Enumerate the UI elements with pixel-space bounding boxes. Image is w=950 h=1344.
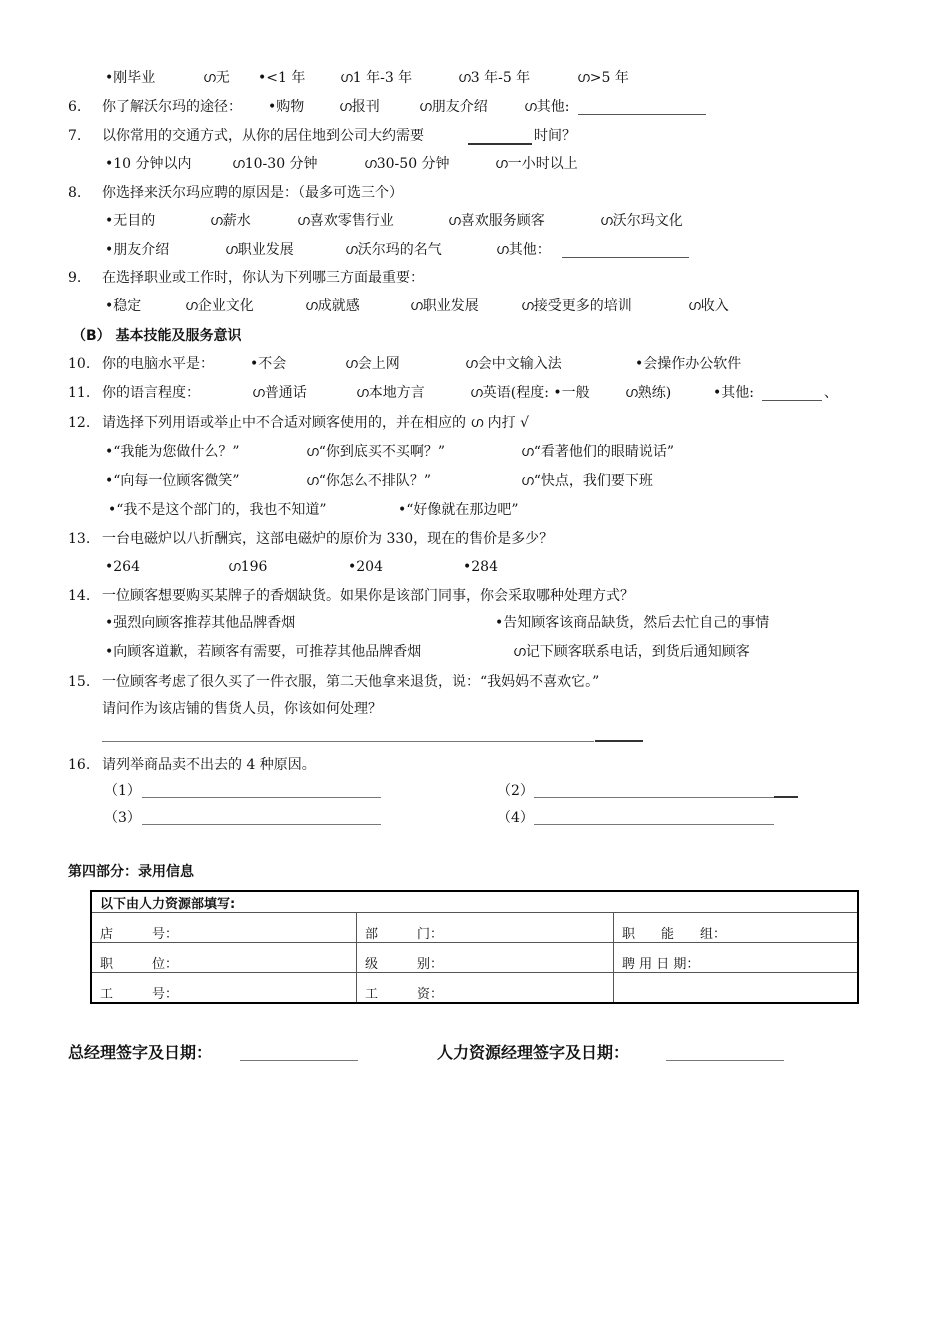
- q12-option-8[interactable]: •“好像就在那边吧”: [398, 502, 519, 518]
- q7-question-a: 以你常用的交通方式，从你的居住地到公司大约需要: [102, 128, 424, 144]
- q12-option-6[interactable]: ഗ“快点，我们要下班: [521, 473, 653, 489]
- q13-number: 13.: [68, 531, 91, 547]
- q6-option-4[interactable]: ഗ其他:: [524, 99, 570, 115]
- table-row: [91, 973, 858, 1004]
- q10-option-2[interactable]: ഗ会上网: [345, 356, 400, 372]
- q12-option-3[interactable]: ഗ“看著他们的眼睛说话”: [521, 444, 675, 460]
- q9-number: 9.: [68, 270, 82, 286]
- q5-option-3[interactable]: •<1 年: [258, 70, 306, 86]
- part4-title: 第四部分：录用信息: [68, 864, 194, 880]
- q12-option-4[interactable]: •“向每一位顾客微笑”: [105, 473, 240, 489]
- q14-option-1[interactable]: •强烈向顾客推荐其他品牌香烟: [105, 615, 296, 631]
- table-row: [91, 913, 858, 943]
- q14-option-4[interactable]: ഗ记下顾客联系电话，到货后通知顾客: [513, 644, 750, 660]
- q16-question: 请列举商品卖不出去的 4 种原因。: [102, 757, 316, 773]
- q10-option-3[interactable]: ഗ会中文输入法: [465, 356, 562, 372]
- q16-label-2: （2）: [497, 783, 534, 799]
- empty-cell: [614, 973, 859, 1004]
- q16-answer-line-1[interactable]: [142, 797, 381, 798]
- q12-option-2[interactable]: ഗ“你到底买不买啊？”: [306, 444, 446, 460]
- q9-option-3[interactable]: ഗ成就感: [305, 298, 360, 314]
- q9-option-2[interactable]: ഗ企业文化: [185, 298, 254, 314]
- q8-option-7[interactable]: ഗ职业发展: [225, 242, 294, 258]
- q11-question: 你的语言程度：: [102, 385, 200, 401]
- q8-option-5[interactable]: ഗ沃尔玛文化: [600, 213, 683, 229]
- gm-signature-line[interactable]: [240, 1060, 358, 1061]
- q11-tail: 、: [824, 385, 838, 401]
- q6-option-1[interactable]: •购物: [268, 99, 305, 115]
- q14-option-2[interactable]: •告知顾客该商品缺货，然后去忙自己的事情: [495, 615, 770, 631]
- q11-option-2[interactable]: ഗ本地方言: [356, 385, 425, 401]
- q5-option-5[interactable]: ഗ3 年-5 年: [458, 70, 531, 86]
- q14-option-3[interactable]: •向顾客道歉，若顾客有需要，可推荐其他品牌香烟: [105, 644, 422, 660]
- department-field[interactable]: 部 门：: [357, 913, 614, 943]
- q7-option-2[interactable]: ഗ10-30 分钟: [232, 156, 318, 172]
- q16-answer-line-3[interactable]: [142, 824, 381, 825]
- q13-option-1[interactable]: •264: [105, 559, 140, 575]
- store-number-field[interactable]: 店 号：: [91, 913, 357, 943]
- q8-option-3[interactable]: ഗ喜欢零售行业: [297, 213, 394, 229]
- q5-option-6[interactable]: ഗ>5 年: [577, 70, 629, 86]
- salary-field[interactable]: 工 资：: [357, 973, 614, 1004]
- q5-option-2[interactable]: ഗ无: [203, 70, 230, 86]
- q6-number: 6.: [68, 99, 82, 115]
- q14-number: 14.: [68, 588, 91, 604]
- q13-option-4[interactable]: •284: [463, 559, 498, 575]
- q8-option-1[interactable]: •无目的: [105, 213, 156, 229]
- q13-question: 一台电磁炉以八折酬宾，这部电磁炉的原价为 330，现在的售价是多少？: [102, 531, 554, 547]
- q10-question: 你的电脑水平是：: [102, 356, 214, 372]
- q11-number: 11.: [68, 385, 91, 401]
- q14-question: 一位顾客想要购买某牌子的香烟缺货。如果你是该部门同事，你会采取哪种处理方式？: [102, 588, 634, 604]
- q8-number: 8.: [68, 185, 82, 201]
- table-row: [91, 943, 858, 973]
- q16-answer-line-2[interactable]: [534, 797, 774, 798]
- hire-date-field[interactable]: 聘 用 日 期：: [614, 943, 859, 973]
- hr-signature-label: 人力资源经理签字及日期：: [437, 1043, 630, 1062]
- q16-label-3: （3）: [104, 810, 141, 826]
- q12-number: 12.: [68, 415, 91, 431]
- q8-option-2[interactable]: ഗ薪水: [210, 213, 251, 229]
- employee-id-field[interactable]: 工 号：: [91, 973, 357, 1004]
- q6-option-2[interactable]: ഗ报刊: [339, 99, 380, 115]
- gm-signature-label: 总经理签字及日期：: [68, 1043, 213, 1062]
- q15-question-a: 一位顾客考虑了很久买了一件衣服，第二天他拿来退货，说：“我妈妈不喜欢它。”: [102, 674, 600, 690]
- q6-option-3[interactable]: ഗ朋友介绍: [419, 99, 488, 115]
- q9-question: 在选择职业或工作时，你认为下列哪三方面最重要：: [102, 270, 424, 286]
- q10-number: 10.: [68, 356, 91, 372]
- function-group-field[interactable]: 职 能 组：: [614, 913, 859, 943]
- q6-question: 你了解沃尔玛的途径：: [102, 99, 242, 115]
- q13-option-3[interactable]: •204: [348, 559, 383, 575]
- q16-label-1: （1）: [104, 783, 141, 799]
- q13-option-2[interactable]: ഗ196: [228, 559, 268, 575]
- q12-option-7[interactable]: •“我不是这个部门的，我也不知道”: [108, 502, 327, 518]
- hr-signature-line[interactable]: [666, 1060, 784, 1061]
- section-b-heading: （B） 基本技能及服务意识: [72, 328, 242, 344]
- q8-question: 你选择来沃尔玛应聘的原因是：（最多可选三个）: [102, 185, 403, 201]
- q8-option-6[interactable]: •朋友介绍: [105, 242, 170, 258]
- q7-question-b: 时间？: [534, 128, 576, 144]
- q15-question-b: 请问作为该店铺的售货人员，你该如何处理？: [102, 701, 382, 717]
- q10-option-4[interactable]: •会操作办公软件: [635, 356, 742, 372]
- q11-option-5[interactable]: •其他:: [713, 385, 754, 401]
- q16-label-4: （4）: [497, 810, 534, 826]
- q12-option-1[interactable]: •“我能为您做什么？”: [105, 444, 240, 460]
- q11-option-4[interactable]: ഗ熟练): [625, 385, 672, 401]
- q16-answer-line-4[interactable]: [534, 824, 774, 825]
- q5-option-1[interactable]: •刚毕业: [105, 70, 156, 86]
- hr-info-table: [90, 890, 859, 1004]
- q9-option-1[interactable]: •稳定: [105, 298, 142, 314]
- q7-option-4[interactable]: ഗ一小时以上: [495, 156, 578, 172]
- q9-option-6[interactable]: ഗ收入: [688, 298, 729, 314]
- q7-time-blank[interactable]: [468, 129, 532, 145]
- q9-option-4[interactable]: ഗ职业发展: [410, 298, 479, 314]
- q8-option-4[interactable]: ഗ喜欢服务顾客: [448, 213, 545, 229]
- q8-option-8[interactable]: ഗ沃尔玛的名气: [345, 242, 442, 258]
- q10-option-1[interactable]: •不会: [250, 356, 287, 372]
- hr-table-header: 以下由人力资源部填写:: [91, 891, 858, 913]
- q12-question: 请选择下列用语或举止中不合适对顾客使用的，并在相应的 ഗ 内打 √: [102, 415, 530, 431]
- q15-answer-line[interactable]: [102, 741, 594, 742]
- q7-option-1[interactable]: •10 分钟以内: [105, 156, 192, 172]
- q15-number: 15.: [68, 674, 91, 690]
- q16-answer-line-2-end: [774, 796, 798, 798]
- q9-option-5[interactable]: ഗ接受更多的培训: [521, 298, 632, 314]
- q11-option-1[interactable]: ഗ普通话: [252, 385, 307, 401]
- q7-number: 7.: [68, 128, 82, 144]
- q11-other-blank[interactable]: [762, 386, 822, 401]
- q6-other-blank[interactable]: [578, 100, 706, 115]
- position-field[interactable]: 职 位：: [91, 943, 357, 973]
- q5-option-4[interactable]: ഗ1 年-3 年: [340, 70, 413, 86]
- q11-option-3[interactable]: ഗ英语(程度: •一般: [470, 385, 590, 401]
- q16-number: 16.: [68, 757, 91, 773]
- q8-option-9[interactable]: ഗ其他：: [496, 242, 551, 258]
- q12-option-5[interactable]: ഗ“你怎么不排队？”: [306, 473, 432, 489]
- q15-answer-line-end: [595, 740, 643, 742]
- q7-option-3[interactable]: ഗ30-50 分钟: [364, 156, 450, 172]
- level-field[interactable]: 级 别：: [357, 943, 614, 973]
- q8-other-blank[interactable]: [562, 243, 689, 258]
